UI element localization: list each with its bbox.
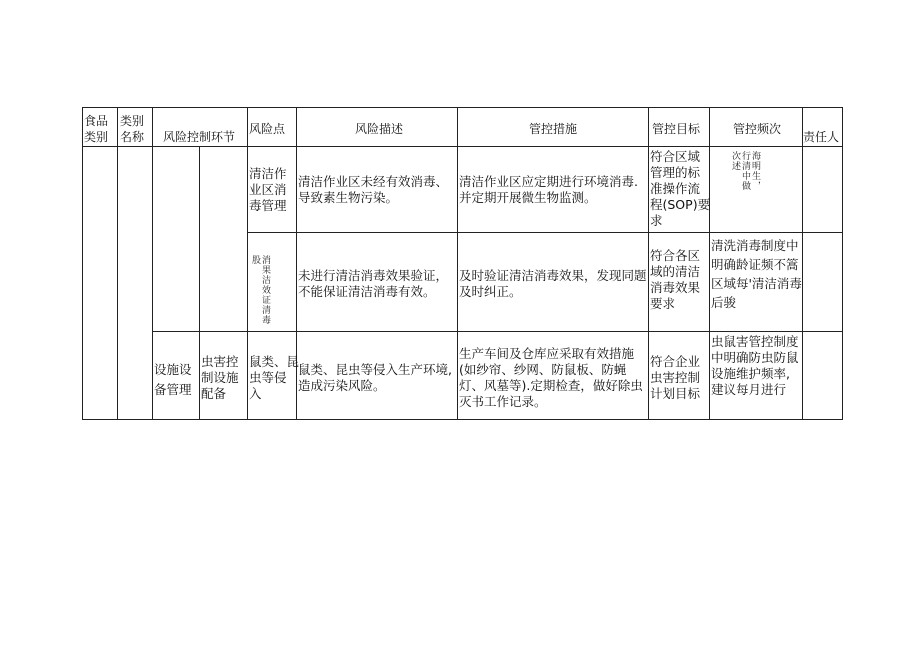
row3-control-target: 符合企业 虫害控制 计划目标: [650, 354, 701, 401]
row3-risk-control-sub: 虫害控 制设施 配备: [201, 354, 239, 401]
row-divider-1: [247, 232, 842, 233]
row3-risk-point: 鼠类、昆 虫等侵 入: [249, 354, 300, 401]
row2-risk-point: 消果洁效证清毒股: [250, 255, 270, 325]
col-line-9: [802, 107, 803, 420]
header-risk-control-stage: 风险控制环节: [163, 130, 236, 144]
header-category-name: 类别 名称: [120, 114, 145, 144]
col-line-3: [199, 146, 200, 420]
header-control-target: 管控目标: [652, 122, 701, 136]
row2-control-measures: 及时验证清洁消毒效果，发现同题及时纠正。: [459, 268, 647, 299]
table-border-bottom: [82, 419, 842, 420]
row3-risk-description: 鼠类、昆虫等侵入生产环境,造成污染风险。: [298, 362, 452, 393]
header-control-frequency: 管控频次: [733, 122, 782, 136]
header-risk-point: 风险点: [249, 122, 286, 136]
col-line-2: [152, 107, 153, 420]
header-control-measures: 管控措施: [529, 122, 578, 136]
col-line-1: [117, 107, 118, 420]
row2-risk-description: 未进行清洁消毒效果验证，不能保证清洁消毒有效。: [298, 268, 449, 299]
row1-risk-description: 清洁作业区未经有效消毒、导致素生物污染。: [298, 174, 449, 205]
col-line-6: [457, 107, 458, 420]
row3-risk-control-stage: 设施设 备管理: [154, 362, 192, 397]
row1-control-frequency: 海明生，行清中做次述: [730, 151, 760, 191]
row-divider-2: [152, 331, 842, 332]
header-food-category: 食品 类别: [84, 114, 109, 144]
col-line-7: [648, 107, 649, 420]
row3-control-measures: 生产车间及仓库应采取有效措施(如纱帘、纱网、防鼠板、防蝇灯、风墓等).定期检查，做好除虫灭书工作记录。: [459, 346, 643, 409]
header-risk-description: 风险描述: [355, 122, 404, 136]
col-line-10: [842, 107, 843, 420]
row3-control-frequency: 虫鼠害管控制度 中明确防虫防鼠 设施维护频率, 建议每月进行: [711, 334, 799, 397]
header-responsible-person: 责任人: [803, 130, 840, 144]
table-border-top: [82, 107, 842, 108]
row1-control-target: 符合区域 管理的标 准操作流 程(SOP)要 求: [650, 149, 711, 228]
row2-control-target: 符合各区 域的清洁 消毒效果 要求: [650, 248, 701, 311]
col-line-4: [247, 107, 248, 420]
row2-control-frequency: 清洗消毒制度中 明确龄证频不篙 区域每'清洁消毒 后骏: [711, 238, 802, 310]
row1-control-measures: 清洁作业区应定期进行环境消毒.并定期开展微生物监测。: [459, 174, 638, 205]
header-divider: [82, 146, 842, 147]
col-line-0: [82, 107, 83, 420]
row1-risk-point: 清洁作 业区消 毒管理: [249, 166, 287, 213]
